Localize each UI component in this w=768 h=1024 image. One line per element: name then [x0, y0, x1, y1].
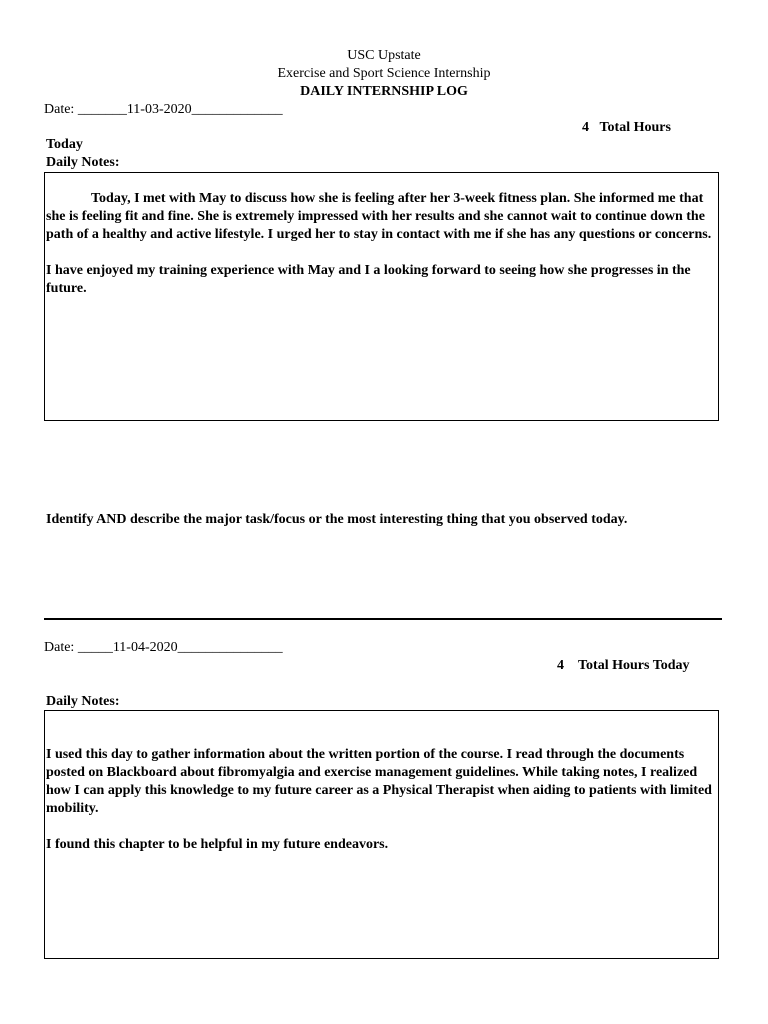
program-name: Exercise and Sport Science Internship	[277, 66, 491, 81]
entry1-hours-label: Total Hours	[599, 120, 671, 135]
entry1-date-prefix: Date: _______	[44, 102, 127, 117]
entry1-prompt: Identify AND describe the major task/focus or the most interesting thing that you observed today.	[46, 512, 628, 527]
section-divider	[44, 618, 722, 620]
entry2-paragraph2: I found this chapter to be helpful in my future endeavors.	[46, 837, 389, 852]
entry1-date-suffix: _____________	[191, 102, 283, 117]
entry2-notes-box	[44, 710, 719, 959]
entry2-date-prefix: Date: _____	[44, 640, 113, 655]
entry1-hours	[582, 120, 671, 136]
entry2-notes-label: Daily Notes:	[46, 694, 120, 709]
entry2-hours	[557, 658, 690, 674]
entry1-hours-value: 4	[582, 120, 589, 135]
institution-name: USC Upstate	[347, 48, 421, 63]
entry1-notes-label: Daily Notes:	[46, 155, 120, 170]
log-title: DAILY INTERNSHIP LOG	[300, 84, 468, 99]
entry1-date-value: 11-03-2020	[126, 102, 192, 117]
entry2-date-line	[44, 640, 283, 656]
entry1-today-label: Today	[46, 137, 83, 152]
entry2-date-suffix: _______________	[177, 640, 283, 655]
entry1-date-line	[44, 102, 283, 118]
entry2-date-value: 11-04-2020	[112, 640, 178, 655]
entry1-notes-box	[44, 172, 719, 421]
entry2-hours-value: 4	[557, 658, 564, 673]
entry2-paragraph1: I used this day to gather information about the written portion of the course. I read through the documents posted on Blackboard about fibromyalgia and exercise management guidelines. While taking notes, I realized how I can apply this knowledge to my future career as a Physical Therapist when aiding to patients with limited mobility.	[46, 747, 712, 816]
entry2-hours-label: Total Hours Today	[578, 658, 690, 673]
entry1-paragraph2: I have enjoyed my training experience with May and I a looking forward to seeing how she progresses in the future.	[46, 263, 691, 296]
entry1-paragraph1: Today, I met with May to discuss how she is feeling after her 3-week fitness plan. She informed me that she is feeling fit and fine. She is extremely impressed with her results and she cannot wait to continue down the path of a healthy and active lifestyle. I urged her to stay in contact with me if she has any questions or concerns.	[46, 191, 712, 242]
